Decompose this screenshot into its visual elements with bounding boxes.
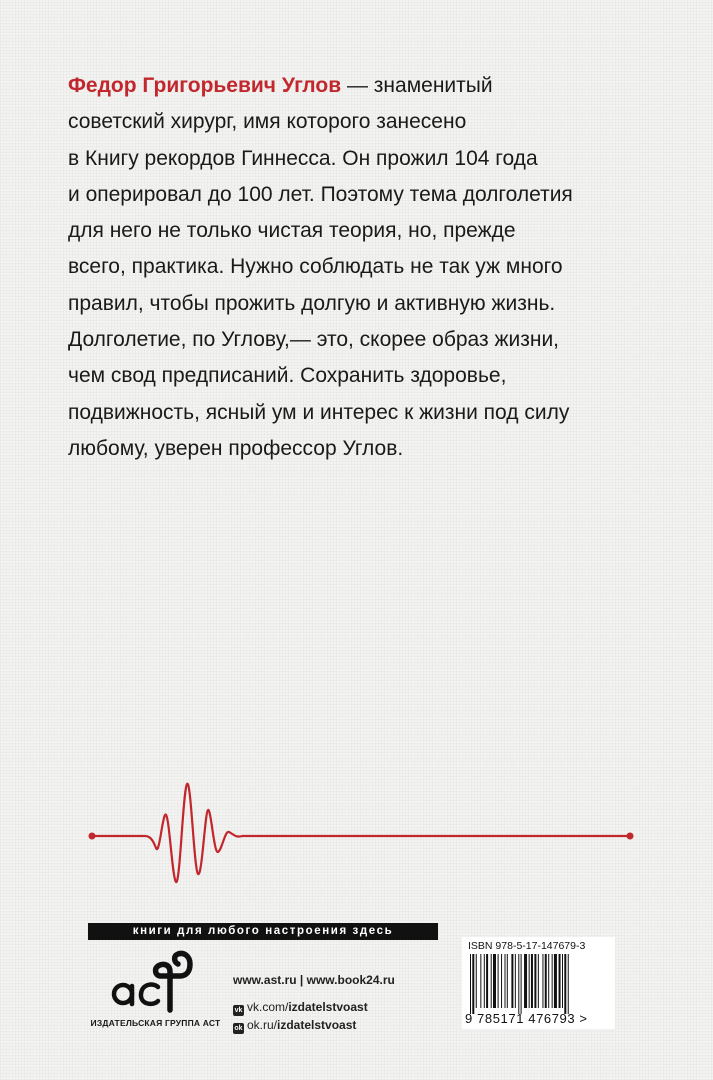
social-handle: izdatelstvoast (277, 1018, 357, 1032)
description-line: чем свод предписаний. Сохранить здоровье, (68, 364, 507, 388)
description-line: всего, практика. Нужно соблюдать не так уж много (68, 255, 563, 279)
barcode-block (462, 937, 615, 1029)
vk-icon: vk (234, 1007, 243, 1014)
link-separator: | (299, 973, 304, 987)
pulse-start-dot (89, 833, 96, 840)
author-name: Федор Григорьевич Углов (68, 74, 342, 97)
publisher-caption: ИЗДАТЕЛЬСКАЯ ГРУППА АСТ (90, 1018, 221, 1028)
ast-logo-icon (108, 948, 208, 1013)
social-link-ok[interactable] (233, 1018, 356, 1034)
social-prefix: ok.ru/ (247, 1018, 278, 1032)
social-prefix: vk.com/ (247, 1000, 289, 1014)
ok-icon: ok (234, 1025, 243, 1032)
pulse-end-dot (627, 833, 634, 840)
description-line: для него не только чистая теория, но, прежде (68, 219, 516, 243)
slogan-banner: книги для любого настроения здесь (88, 923, 438, 940)
publisher-logo (88, 948, 223, 1038)
heartbeat-line (0, 760, 713, 910)
book-description (68, 68, 668, 467)
description-line: и оперировал до 100 лет. Поэтому тема долголетия (68, 182, 573, 206)
barcode-icon (470, 954, 610, 1014)
isbn-number: ISBN 978-5-17-147679-3 (468, 940, 586, 952)
description-line (68, 68, 668, 104)
social-link-vk[interactable] (233, 1000, 368, 1016)
description-line: подвижность, ясный ум и интерес к жизни под силу (68, 400, 570, 424)
website-link[interactable]: www.ast.ru (233, 973, 297, 987)
description-line: советский хирург, имя которого занесено (68, 110, 467, 134)
website-links (233, 973, 395, 987)
social-handle: izdatelstvoast (288, 1000, 368, 1014)
description-line: любому, уверен профессор Углов. (68, 436, 404, 460)
barcode-digits: 9 785171 476793 > (465, 1011, 588, 1026)
description-line: Долголетие, по Углову,— это, скорее образ жизни, (68, 328, 560, 352)
description-line-tail: — знаменитый (341, 74, 493, 97)
description-line: в Книгу рекордов Гиннесса. Он прожил 104 года (68, 146, 538, 170)
description-line: правил, чтобы прожить долгую и активную жизнь. (68, 291, 556, 315)
website-link[interactable]: www.book24.ru (306, 973, 395, 987)
